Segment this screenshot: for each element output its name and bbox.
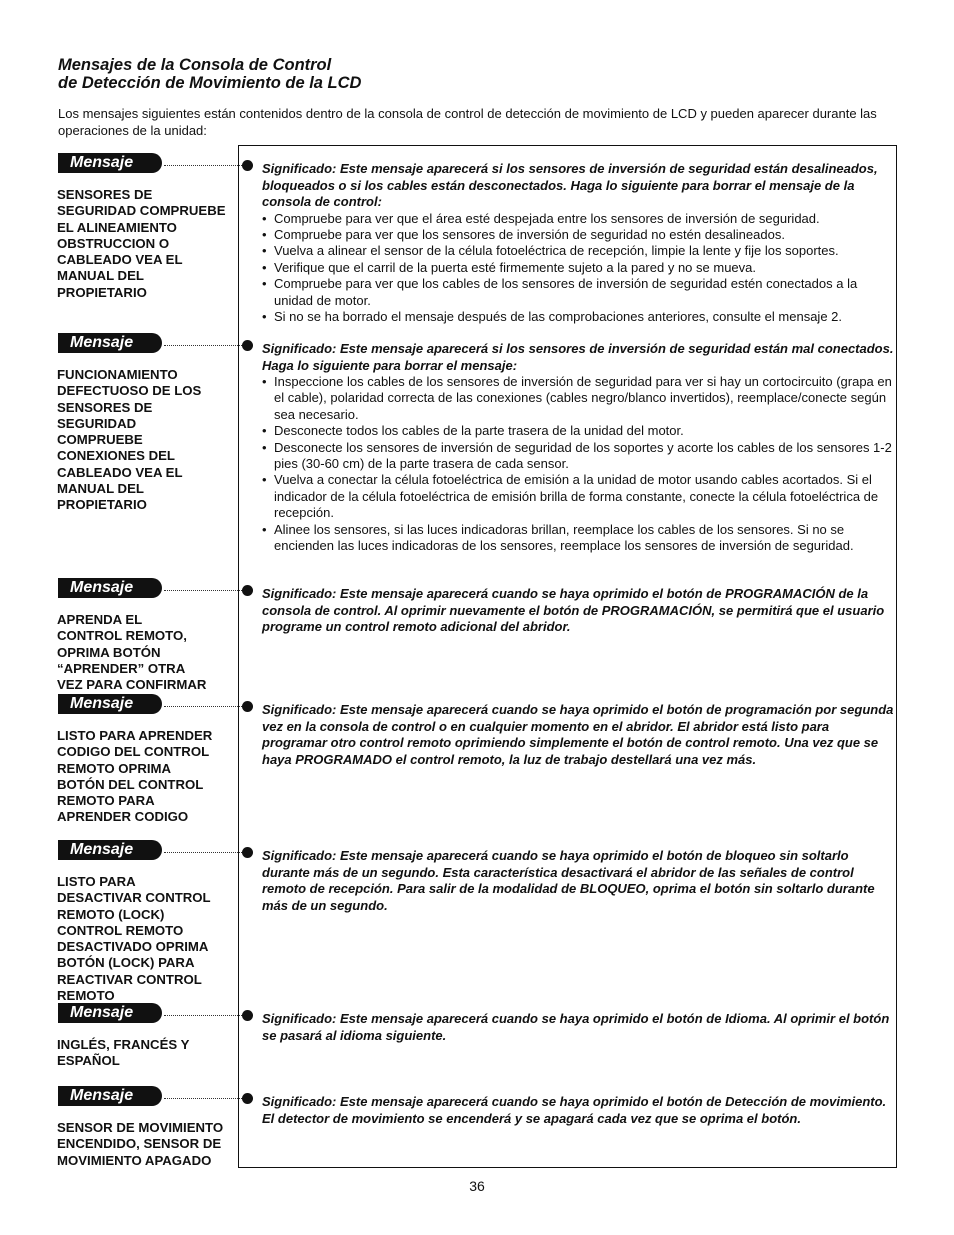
list-item: • Compruebe para ver que el área esté despejada entre los sensores de inversión de seguridad. <box>262 211 896 227</box>
list-item: • Vuelva a alinear el sensor de la célula fotoeléctrica de recepción, limpie la lente y fije los soportes. <box>262 243 896 259</box>
display-message-text: APRENDA EL CONTROL REMOTO, OPRIMA BOTÓN “APRENDER” OTRA VEZ PARA CONFIRMAR <box>57 612 207 693</box>
mensaje-badge: Mensaje <box>58 153 162 173</box>
title-line-2: de Detección de Movimiento de la LCD <box>58 74 362 92</box>
dotted-leader <box>164 165 242 166</box>
bullet-dot-icon <box>242 160 253 171</box>
meaning-text: Significado: Este mensaje aparecerá cuando se haya oprimido el botón de Detección de movimiento. El detector de movimiento se encenderá y se apagará cada vez que se oprima el botón. <box>262 1094 887 1126</box>
list-item: • Vuelva a conectar la célula fotoeléctrica de emisión a la unidad de motor usando cables acortados. Si el indicador de la célula fotoeléctrica de emisión brilla de forma constante, conecte la célula fotoeléctrica de recepción. <box>262 472 896 521</box>
display-message-text: LISTO PARA DESACTIVAR CONTROL REMOTO (LOCK) CONTROL REMOTO DESACTIVADO OPRIMA BOTÓN (LOCK) PARA REACTIVAR CONTROL REMOTO <box>57 874 211 1004</box>
page-title <box>58 56 361 92</box>
message-explanation <box>262 586 896 636</box>
meaning-text: Significado: Este mensaje aparecerá si los sensores de inversión de seguridad están mal conectados. Haga lo siguiente para borrar el mensaje: <box>262 341 894 373</box>
page-number: 36 <box>469 1178 485 1194</box>
meaning-text: Significado: Este mensaje aparecerá cuando se haya oprimido el botón de bloqueo sin soltarlo durante más de un segundo. Esta característica desactivará el abridor de las señales de control remoto de recepción. Para salir de la modalidad de BLOQUEO, oprima el botón sin soltarlo durante más de un segundo. <box>262 848 875 913</box>
dotted-leader <box>164 706 242 707</box>
mensaje-badge: Mensaje <box>58 1003 162 1023</box>
list-item: • Verifique que el carril de la puerta esté firmemente sujeto a la pared y no se mueva. <box>262 260 896 276</box>
mensaje-badge: Mensaje <box>58 333 162 353</box>
bullet-dot-icon <box>242 847 253 858</box>
meaning-text: Significado: Este mensaje aparecerá cuando se haya oprimido el botón de Idioma. Al oprimir el botón se pasará al idioma siguiente. <box>262 1011 890 1043</box>
title-line-1: Mensajes de la Consola de Control <box>58 56 332 74</box>
mensaje-badge: Mensaje <box>58 578 162 598</box>
list-item: • Desconecte los sensores de inversión de seguridad de los soportes y acorte los cables de los sensores 1-2 pies (30-60 cm) de la parte trasera de cada sensor. <box>262 440 896 473</box>
mensaje-badge: Mensaje <box>58 1086 162 1106</box>
steps-list <box>262 211 896 326</box>
display-message-text: LISTO PARA APRENDER CODIGO DEL CONTROL REMOTO OPRIMA BOTÓN DEL CONTROL REMOTO PARA APRENDER CODIGO <box>57 728 213 825</box>
display-message-text: SENSORES DE SEGURIDAD COMPRUEBE EL ALINEAMIENTO OBSTRUCCION O CABLEADO VEA EL MANUAL DEL PROPIETARIO <box>57 187 226 300</box>
message-explanation <box>262 161 896 325</box>
message-explanation <box>262 1011 896 1044</box>
meaning-text: Significado: Este mensaje aparecerá cuando se haya oprimido el botón de PROGRAMACIÓN de la consola de control. Al oprimir nuevamente el botón de PROGRAMACIÓN, se permitirá que el usuario programe un control remoto adicional del abridor. <box>262 586 885 634</box>
list-item: • Desconecte todos los cables de la parte trasera de la unidad del motor. <box>262 423 896 439</box>
message-explanation <box>262 702 896 768</box>
list-item: • Compruebe para ver que los cables de los sensores de inversión de seguridad estén conectados a la unidad de motor. <box>262 276 896 309</box>
bullet-dot-icon <box>242 585 253 596</box>
bullet-dot-icon <box>242 340 253 351</box>
dotted-leader <box>164 590 242 591</box>
list-item: • Si no se ha borrado el mensaje después de las comprobaciones anteriores, consulte el mensaje 2. <box>262 309 896 325</box>
message-explanation <box>262 848 896 914</box>
display-message-text: INGLÉS, FRANCÉS Y ESPAÑOL <box>57 1037 190 1069</box>
bullet-dot-icon <box>242 1093 253 1104</box>
list-item: • Alinee los sensores, si las luces indicadoras brillan, reemplace los cables de los sensores. Si no se encienden las luces indicadoras de los sensores, reemplace los sensores de inversión de seguridad. <box>262 522 896 555</box>
bullet-dot-icon <box>242 1010 253 1021</box>
dotted-leader <box>164 345 242 346</box>
list-item: • Inspeccione los cables de los sensores de inversión de seguridad para ver si hay un cortocircuito (grapa en el cable), polaridad correcta de las conexiones (cables negro/blanco invertidos), reemplace/conecte según sea necesario. <box>262 374 896 423</box>
dotted-leader <box>164 1098 242 1099</box>
dotted-leader <box>164 852 242 853</box>
meaning-text: Significado: Este mensaje aparecerá cuando se haya oprimido el botón de programación por segunda vez en la consola de control o en cualquier momento en el abridor. El abridor está listo para programar otro control remoto oprimiendo simplemente el botón de control remoto. Una vez que se haya PROGRAMADO el control remoto, la luz de trabajo destellará una vez más. <box>262 702 894 767</box>
bullet-dot-icon <box>242 701 253 712</box>
display-message-text: FUNCIONAMIENTO DEFECTUOSO DE LOS SENSORES DE SEGURIDAD COMPRUEBE CONEXIONES DEL CABLEADO VEA EL MANUAL DEL PROPIETARIO <box>57 367 202 513</box>
display-message-text: SENSOR DE MOVIMIENTO ENCENDIDO, SENSOR DE MOVIMIENTO APAGADO <box>57 1120 224 1168</box>
mensaje-badge: Mensaje <box>58 694 162 714</box>
message-explanation <box>262 1094 896 1127</box>
message-explanation <box>262 341 896 554</box>
steps-list <box>262 374 896 554</box>
dotted-leader <box>164 1015 242 1016</box>
mensaje-badge: Mensaje <box>58 840 162 860</box>
list-item: • Compruebe para ver que los sensores de inversión de seguridad no estén desalineados. <box>262 227 896 243</box>
meaning-text: Significado: Este mensaje aparecerá si los sensores de inversión de seguridad están desalineados, bloqueados o si los cables están desconectados. Haga lo siguiente para borrar el mensaje de la consola de control: <box>262 161 878 209</box>
intro-paragraph: Los mensajes siguientes están contenidos dentro de la consola de control de detección de movimiento de LCD y pueden aparecer durante las operaciones de la unidad: <box>58 106 877 138</box>
